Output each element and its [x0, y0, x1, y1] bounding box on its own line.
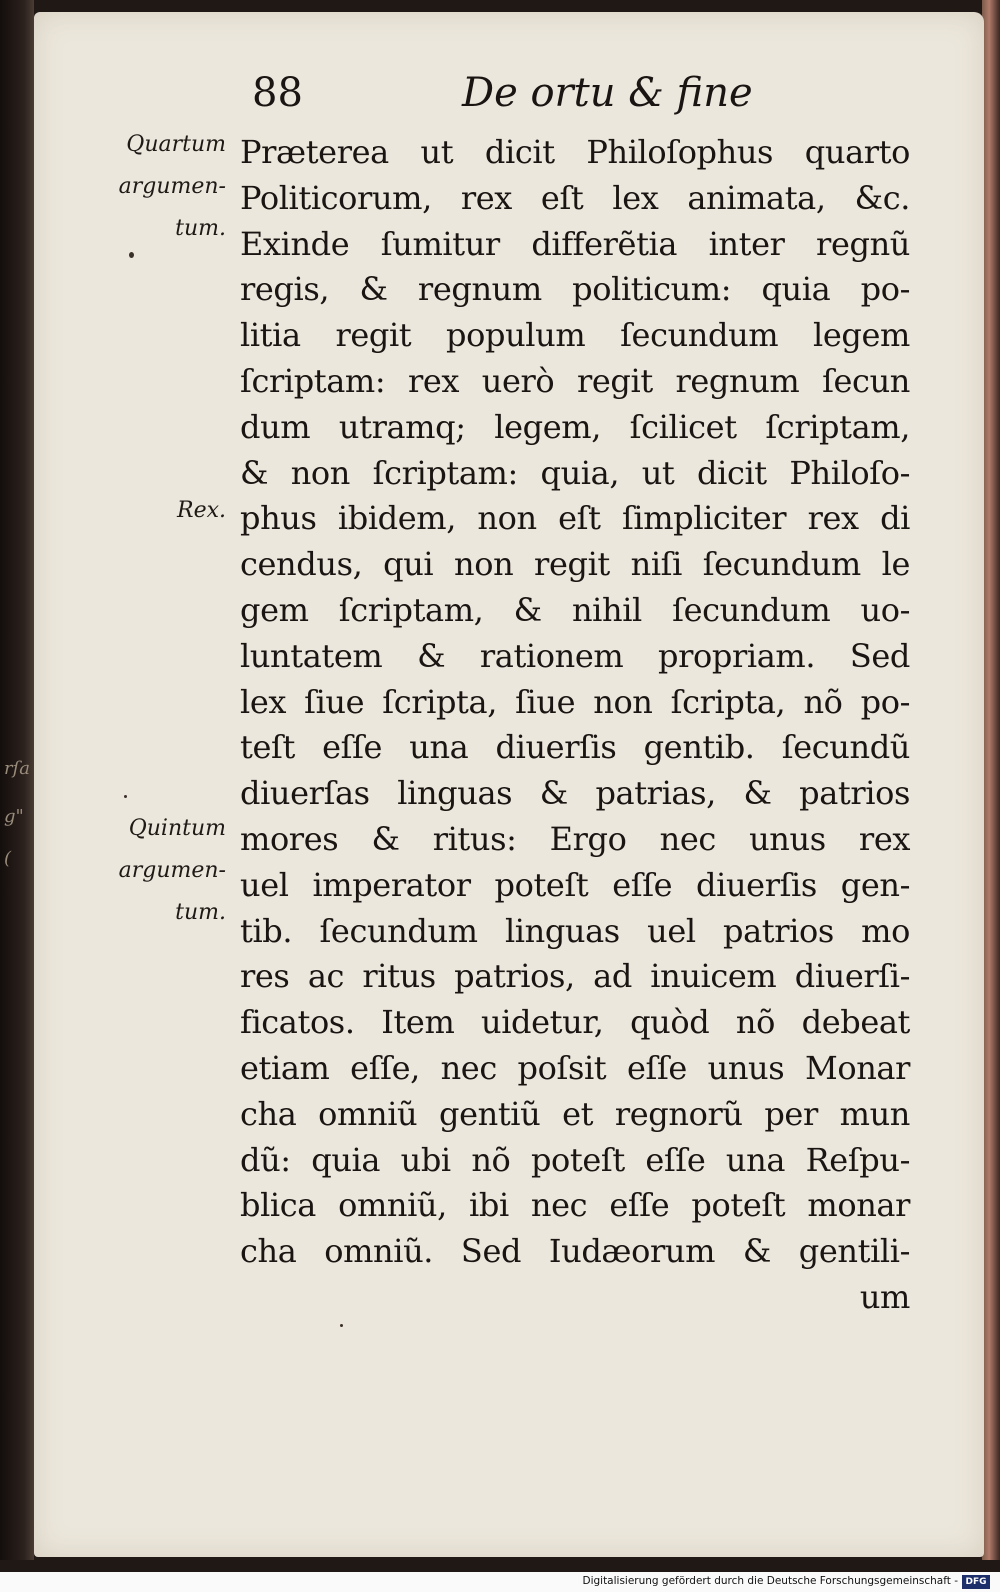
catchword: um [859, 1277, 910, 1316]
text-line: res ac ritus patrios, ad inuicem diuerſi- [240, 957, 910, 996]
marginal-note-line: tum. [175, 900, 226, 925]
paper-speck [124, 795, 127, 798]
adjacent-page-fragment: rſa [4, 758, 30, 779]
paper-speck [129, 252, 134, 258]
text-line: blica omniũ, ibi nec eſſe poteſt monar [240, 1186, 910, 1225]
marginal-note-line: Quartum [126, 132, 226, 157]
book-edge [982, 0, 1000, 1560]
marginal-note-line: Rex. [177, 498, 226, 523]
book-page [34, 12, 984, 1557]
text-line: Præterea ut dicit Philoſophus quarto [240, 133, 910, 171]
text-line: uel imperator poteſt eſſe diuerſis gen- [240, 865, 910, 904]
text-line: mores & ritus: Ergo nec unus rex [240, 819, 910, 858]
marginal-note-line: argumen- [118, 858, 226, 883]
paper-speck [340, 1324, 343, 1327]
text-line: diuerſas linguas & patrias, & patrios [240, 774, 910, 813]
marginal-note-line: tum. [175, 216, 226, 241]
text-line: lex ſiue ſcripta, ſiue non ſcripta, nõ po- [240, 682, 910, 721]
dfg-logo-icon: DFG [962, 1575, 990, 1589]
marginal-note-quartum [119, 124, 226, 250]
text-line: cha omniũ. Sed Iudæorum & gentili- [240, 1232, 910, 1271]
text-line: tib. ſecundum linguas uel patrios mo [240, 911, 910, 950]
text-line: etiam eſſe, nec poſsit eſſe unus Monar [240, 1048, 910, 1087]
text-line: regis, & regnum politicum: quia po- [240, 270, 910, 309]
text-line: ſcriptam: rex uerò regit regnum ſecun [240, 361, 910, 400]
marginal-note-quintum [119, 808, 226, 934]
marginal-note-line: argumen- [118, 174, 226, 199]
page-number: 88 [252, 70, 303, 116]
text-line: cha omniũ gentiũ et regnorũ per mun [240, 1094, 910, 1133]
text-line: phus ibidem, non eſt ſimpliciter rex di [240, 499, 910, 538]
marginal-note-line: Quintum [128, 816, 226, 841]
page-header [34, 70, 984, 130]
running-head: De ortu & fine [462, 70, 753, 116]
text-line: litia regit populum ſecundum legem [240, 316, 910, 355]
adjacent-page-edge [0, 0, 34, 1560]
digitization-footer [0, 1572, 1000, 1592]
marginal-note-rex [177, 490, 226, 532]
text-line: Exinde ſumitur differẽtia inter regnũ [240, 224, 910, 263]
text-line: gem ſcriptam, & nihil ſecundum uo- [240, 590, 910, 629]
text-line: teſt eſſe una diuerſis gentib. ſecundũ [240, 728, 910, 767]
text-line: ficatos. Item uidetur, quòd nõ debeat [240, 1003, 910, 1042]
text-line: luntatem & rationem propriam. Sed [240, 636, 910, 675]
adjacent-page-fragment: ( [4, 848, 12, 869]
text-line: cendus, qui non regit niſi ſecundum le [240, 545, 910, 584]
text-line: dũ: quia ubi nõ poteſt eſſe una Reſpu- [240, 1140, 910, 1179]
footer-credit: Digitalisierung gefördert durch die Deutsche Forschungsgemeinschaft - [582, 1575, 958, 1587]
text-line: dum utramq; legem, ſcilicet ſcriptam, [240, 407, 910, 446]
text-line: Politicorum, rex eſt lex animata, &c. [240, 178, 910, 217]
main-text-block [240, 130, 910, 1321]
text-line: & non ſcriptam: quia, ut dicit Philoſo- [240, 453, 910, 492]
adjacent-page-fragment: g" [4, 806, 24, 827]
